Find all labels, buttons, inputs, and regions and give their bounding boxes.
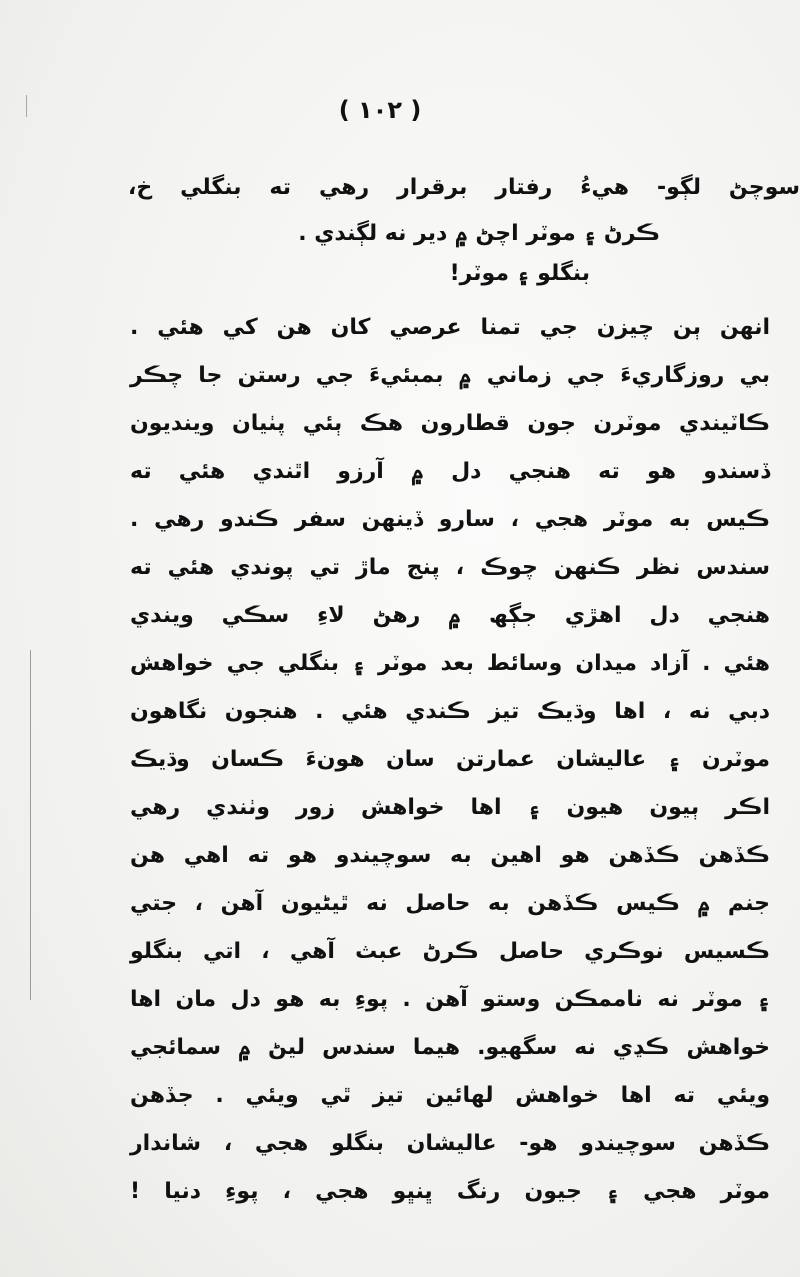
text-line: سوچڻ لڳو- ھيءُ رفتار برقرار رھي ته بنگلي خ، — [128, 175, 800, 200]
text-line: ڪاٽيندي موٽرن جون قطارون ھڪ ٻئي پٺيان وينديون — [130, 411, 770, 436]
text-line: ويئي ته اھا خواھش لھائين تيز ٿي ويئي . جڏھن — [130, 1083, 770, 1108]
text-line: موٽرن ۽ عاليشان عمارتن سان ھونءَ ڪسان وڌيڪ — [130, 747, 770, 772]
text-line: ڪسيس نوڪري حاصل ڪرڻ عبث آھي ، اتي بنگلو — [130, 939, 770, 964]
text-line: ھنجي دل اھڙي جڳھ ۾ رھڻ لاءِ سڪي ويندي — [130, 603, 770, 628]
text-line: دبي نه ، اھا وڌيڪ تيز ڪندي ھئي . ھنجون نگاھون — [130, 699, 770, 724]
text-line: ڪڏھن ڪڏھن ھو اھين به سوچيندو ھو ته اھي ھن — [130, 843, 770, 868]
text-line: سندس نظر ڪنھن چوڪ ، پنج ماڙ تي پوندي ھئي ته — [130, 555, 770, 580]
text-line: موٽر ھجي ۽ جيون رنگ ڀنڀو ھجي ، پوءِ دنيا ! — [130, 1179, 770, 1204]
text-line: انھن ٻن چيزن جي تمنا عرصي کان ھن کي ھئي . — [130, 315, 770, 340]
text-line: ڪڏھن سوچيندو ھو- عاليشان بنگلو ھجي ، شاندار — [130, 1131, 770, 1156]
text-line: اڪر ٻيون ھيون ۽ اھا خواھش زور وٺندي رھي — [130, 795, 770, 820]
text-line: خواھش ڪڍي نه سگھيو. ھيما سندس ليڻ ۾ سمائجي — [130, 1035, 770, 1060]
margin-mark — [26, 95, 27, 117]
margin-line — [30, 650, 31, 1000]
page-number: ( ١٠٢ ) — [338, 96, 422, 124]
text-line: ۽ موٽر نه ناممڪن وستو آھن . پوءِ به ھو دل مان اھا — [130, 987, 770, 1012]
text-line: بنگلو ۽ موٽر! — [449, 261, 590, 286]
text-line: جنم ۾ ڪيس ڪڏھن به حاصل نه ٿيڻيون آھن ، جتي — [130, 891, 770, 916]
text-line: بي روزگاريءَ جي زماني ۾ بمبئيءَ جي رستن جا چڪر — [130, 363, 770, 388]
text-line: ڪيس به موٽر ھجي ، سارو ڏينھن سفر ڪندو رھي . — [130, 507, 770, 532]
text-line: ڏسندو ھو ته ھنجي دل ۾ آرزو اٿندي ھئي ته — [130, 459, 770, 484]
text-line: ڪرڻ ۽ موٽر اچڻ ۾ دير نه لڳندي . — [298, 221, 660, 246]
text-line: ھئي . آزاد ميدان وسائط بعد موٽر ۽ بنگلي جي خواھش — [130, 651, 770, 676]
